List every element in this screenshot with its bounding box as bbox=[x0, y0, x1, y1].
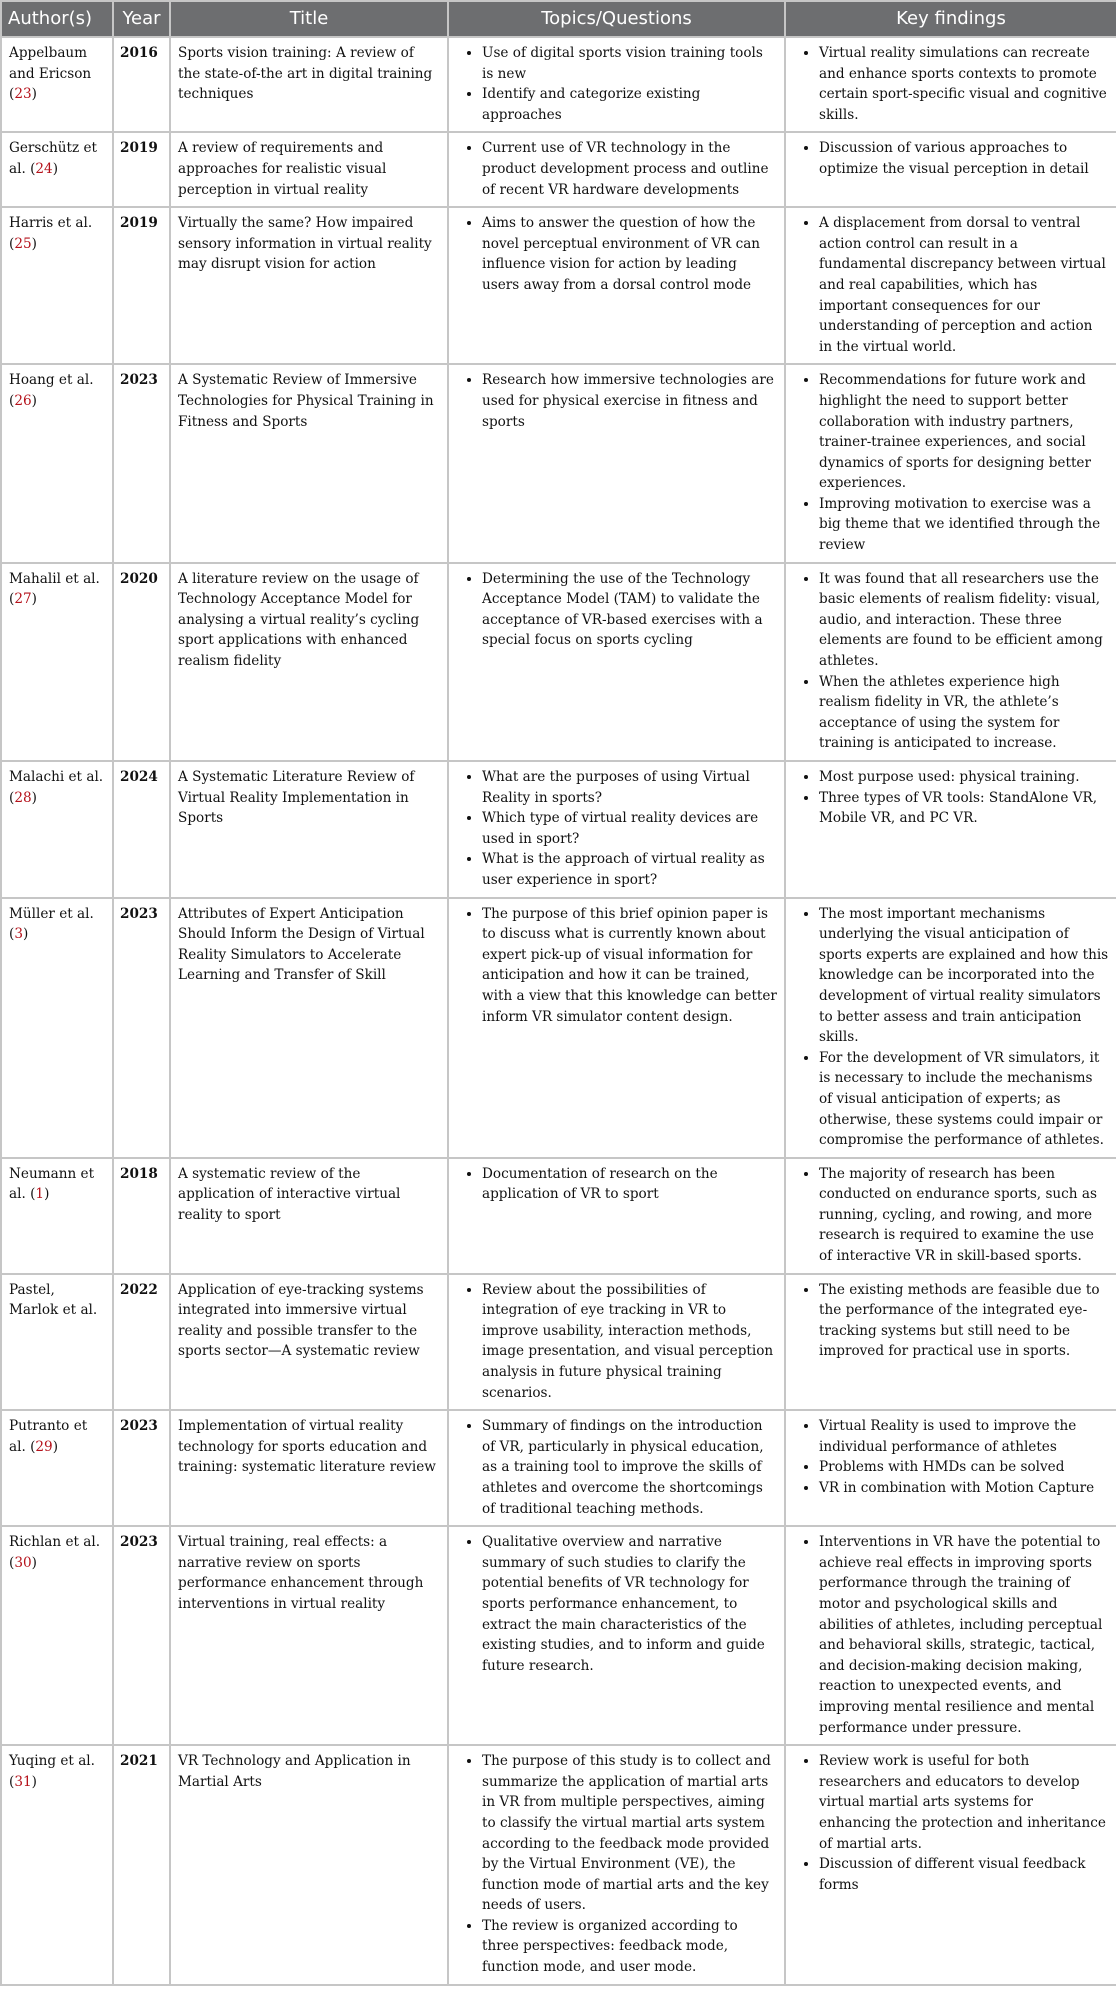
table-row bbox=[1, 132, 1116, 207]
finding-item: • The most important mechanisms underlying the visual anticipation of sports experts are explained and how this knowledge can be incorporated into the development of virtual reality simulators to better assess and train anticipation skills. bbox=[819, 904, 1109, 1048]
reference-link[interactable]: 24 bbox=[35, 160, 53, 177]
author-name: Appelbaum and Ericson bbox=[9, 45, 92, 82]
table-row bbox=[1, 207, 1116, 364]
topic-item: • Identify and categorize existing approaches bbox=[482, 84, 777, 125]
topic-item: • Which type of virtual reality devices are used in sport? bbox=[482, 808, 777, 849]
findings-cell bbox=[785, 1526, 1116, 1745]
topic-item: • The purpose of this brief opinion paper is to discuss what is currently known about expert pick-up of visual information for anticipation and how it can be trained, with a view that this knowledge can better inform VR simulator content design. bbox=[482, 904, 777, 1028]
findings-list bbox=[793, 1751, 1109, 1895]
topics-cell bbox=[448, 898, 785, 1158]
author-cell: Harris et al. (25) bbox=[1, 207, 113, 364]
topics-cell bbox=[448, 1410, 785, 1526]
year-cell: 2023 bbox=[113, 1410, 170, 1526]
year-cell: 2023 bbox=[113, 1526, 170, 1745]
title-cell: Application of eye-tracking systems integrated into immersive virtual reality and possible transfer to the sports sector—A systematic review bbox=[170, 1274, 448, 1411]
topics-list bbox=[456, 1751, 777, 1978]
title-cell: A systematic review of the application of interactive virtual reality to sport bbox=[170, 1158, 448, 1274]
author-name: Richlan et al. bbox=[9, 1534, 101, 1551]
topics-list bbox=[456, 1164, 777, 1205]
author-name: Hoang et al. bbox=[9, 372, 94, 389]
reference-link[interactable]: 25 bbox=[14, 235, 32, 252]
topics-list bbox=[456, 569, 777, 651]
topics-cell bbox=[448, 1158, 785, 1274]
reference-link[interactable]: 26 bbox=[14, 392, 32, 409]
findings-cell bbox=[785, 132, 1116, 207]
topics-cell bbox=[448, 207, 785, 364]
topic-item: • Research how immersive technologies are used for physical exercise in fitness and sports bbox=[482, 370, 777, 432]
topics-cell bbox=[448, 37, 785, 132]
finding-item: • Most purpose used: physical training. bbox=[819, 767, 1109, 788]
author-cell: Appelbaum and Ericson (23) bbox=[1, 37, 113, 132]
topics-list bbox=[456, 1416, 777, 1519]
findings-list bbox=[793, 1280, 1109, 1362]
table-row bbox=[1, 1745, 1116, 1985]
findings-cell bbox=[785, 898, 1116, 1158]
finding-item: • Discussion of different visual feedback forms bbox=[819, 1854, 1109, 1895]
topics-list bbox=[456, 904, 777, 1028]
author-cell: Mahalil et al. (27) bbox=[1, 563, 113, 761]
findings-list bbox=[793, 43, 1109, 125]
topics-cell bbox=[448, 364, 785, 562]
reference-link[interactable]: 3 bbox=[14, 926, 23, 943]
findings-list bbox=[793, 1164, 1109, 1267]
author-cell: Malachi et al. (28) bbox=[1, 761, 113, 898]
title-cell: Sports vision training: A review of the state-of-the art in digital training techniques bbox=[170, 37, 448, 132]
title-cell: Virtual training, real effects: a narrative review on sports performance enhancement through interventions in virtual reality bbox=[170, 1526, 448, 1745]
table-row bbox=[1, 898, 1116, 1158]
finding-item: • Interventions in VR have the potential to achieve real effects in improving sports performance through the training of motor and psychological skills and abilities of athletes, including perceptual and behavioral skills, strategic, tactical, and decision-making decision making, reaction to unexpected events, and improving mental resilience and mental performance under pressure. bbox=[819, 1532, 1109, 1738]
author-cell: Hoang et al. (26) bbox=[1, 364, 113, 562]
topics-list bbox=[456, 213, 777, 295]
finding-item: • The existing methods are feasible due to the performance of the integrated eye-tracking systems but still need to be improved for practical use in sports. bbox=[819, 1280, 1109, 1362]
author-name: Mahalil et al. bbox=[9, 570, 100, 587]
findings-list bbox=[793, 138, 1109, 179]
topics-list bbox=[456, 43, 777, 125]
year-cell: 2021 bbox=[113, 1745, 170, 1985]
topics-cell bbox=[448, 563, 785, 761]
table-row bbox=[1, 563, 1116, 761]
reference-link[interactable]: 1 bbox=[35, 1186, 45, 1203]
finding-item: • Improving motivation to exercise was a big theme that we identified through the review bbox=[819, 494, 1109, 556]
year-cell: 2023 bbox=[113, 364, 170, 562]
year-cell: 2024 bbox=[113, 761, 170, 898]
title-cell: A Systematic Review of Immersive Technologies for Physical Training in Fitness and Sports bbox=[170, 364, 448, 562]
title-cell: A literature review on the usage of Technology Acceptance Model for analysing a virtual reality’s cycling sport applications with enhanced realism fidelity bbox=[170, 563, 448, 761]
reference-link[interactable]: 23 bbox=[14, 86, 32, 103]
findings-list bbox=[793, 1532, 1109, 1738]
header-year: Year bbox=[113, 1, 170, 37]
header-findings: Key findings bbox=[785, 1, 1116, 37]
findings-list bbox=[793, 370, 1109, 555]
table-body bbox=[1, 37, 1116, 1985]
topic-item: • Current use of VR technology in the product development process and outline of recent VR hardware developments bbox=[482, 138, 777, 200]
topics-list bbox=[456, 767, 777, 891]
author-name: Putranto et al. bbox=[9, 1418, 88, 1455]
findings-cell bbox=[785, 1158, 1116, 1274]
findings-cell bbox=[785, 1274, 1116, 1411]
topic-item: • Review about the possibilities of integration of eye tracking in VR to improve usability, interaction methods, image presentation, and visual perception analysis in future physical training scenarios. bbox=[482, 1280, 777, 1404]
finding-item: • Discussion of various approaches to optimize the visual perception in detail bbox=[819, 138, 1109, 179]
findings-cell bbox=[785, 37, 1116, 132]
findings-cell bbox=[785, 761, 1116, 898]
finding-item: • VR in combination with Motion Capture bbox=[819, 1478, 1109, 1499]
findings-list bbox=[793, 569, 1109, 754]
author-name: Neumann et al. bbox=[9, 1165, 95, 1203]
topics-list bbox=[456, 138, 777, 200]
year-cell: 2018 bbox=[113, 1158, 170, 1274]
topic-item: • Documentation of research on the application of VR to sport bbox=[482, 1164, 777, 1205]
author-name: Yuqing et al. bbox=[9, 1753, 95, 1770]
findings-list bbox=[793, 767, 1109, 829]
year-cell: 2019 bbox=[113, 207, 170, 364]
year-cell: 2016 bbox=[113, 37, 170, 132]
finding-item: • Virtual reality simulations can recreate and enhance sports contexts to promote certain sport-specific visual and cognitive skills. bbox=[819, 43, 1109, 125]
year-cell: 2019 bbox=[113, 132, 170, 207]
table-row bbox=[1, 1158, 1116, 1274]
reference-link[interactable]: 27 bbox=[14, 591, 32, 608]
title-cell: A review of requirements and approaches for realistic visual perception in virtual reality bbox=[170, 132, 448, 207]
reference-link[interactable]: 29 bbox=[35, 1438, 53, 1455]
title-cell: VR Technology and Application in Martial Arts bbox=[170, 1745, 448, 1985]
topics-cell bbox=[448, 761, 785, 898]
header-author: Author(s) bbox=[1, 1, 113, 37]
topics-cell bbox=[448, 132, 785, 207]
author-cell: Yuqing et al. (31) bbox=[1, 1745, 113, 1985]
finding-item: • Problems with HMDs can be solved bbox=[819, 1457, 1109, 1478]
findings-cell bbox=[785, 207, 1116, 364]
topics-cell bbox=[448, 1745, 785, 1985]
finding-item: • When the athletes experience high realism fidelity in VR, the athlete’s acceptance of using the system for training is anticipated to increase. bbox=[819, 672, 1109, 754]
topic-item: • The review is organized according to three perspectives: feedback mode, function mode, and user mode. bbox=[482, 1916, 777, 1978]
finding-item: • Review work is useful for both researchers and educators to develop virtual martial arts systems for enhancing the protection and inheritance of martial arts. bbox=[819, 1751, 1109, 1854]
topics-list bbox=[456, 370, 777, 432]
finding-item: • Three types of VR tools: StandAlone VR, Mobile VR, and PC VR. bbox=[819, 788, 1109, 829]
author-name: Harris et al. bbox=[9, 215, 93, 232]
finding-item: • A displacement from dorsal to ventral action control can result in a fundamental discrepancy between virtual and real capabilities, which has important consequences for our understanding of perception and action in the virtual world. bbox=[819, 213, 1109, 357]
year-cell: 2020 bbox=[113, 563, 170, 761]
topic-item: • What is the approach of virtual reality as user experience in sport? bbox=[482, 849, 777, 890]
findings-cell bbox=[785, 364, 1116, 562]
table-row bbox=[1, 761, 1116, 898]
topic-item: • Summary of findings on the introduction of VR, particularly in physical education, as a training tool to improve the skills of athletes and overcome the shortcomings of traditional teaching methods. bbox=[482, 1416, 777, 1519]
topic-item: • The purpose of this study is to collect and summarize the application of martial arts in VR from multiple perspectives, aiming to classify the virtual martial arts system according to the feedback mode provided by the Virtual Environment (VE), the function mode of martial arts and the key needs of users. bbox=[482, 1751, 777, 1916]
topic-item: • Determining the use of the Technology Acceptance Model (TAM) to validate the acceptance of VR-based exercises with a special focus on sports cycling bbox=[482, 569, 777, 651]
reference-link[interactable]: 28 bbox=[14, 789, 32, 806]
topics-list bbox=[456, 1280, 777, 1404]
finding-item: • For the development of VR simulators, it is necessary to include the mechanisms of visual anticipation of experts; as otherwise, these systems could impair or compromise the performance of athletes. bbox=[819, 1048, 1109, 1151]
table-row bbox=[1, 37, 1116, 132]
table-row bbox=[1, 1526, 1116, 1745]
topics-cell bbox=[448, 1526, 785, 1745]
title-cell: Implementation of virtual reality technology for sports education and training: systematic literature review bbox=[170, 1410, 448, 1526]
finding-item: • Virtual Reality is used to improve the individual performance of athletes bbox=[819, 1416, 1109, 1457]
findings-cell bbox=[785, 1745, 1116, 1985]
title-cell: A Systematic Literature Review of Virtual Reality Implementation in Sports bbox=[170, 761, 448, 898]
findings-list bbox=[793, 904, 1109, 1151]
author-cell: Neumann et al. (1) bbox=[1, 1158, 113, 1274]
author-name: Gerschütz et al. bbox=[9, 140, 97, 177]
author-cell: Müller et al. (3) bbox=[1, 898, 113, 1158]
author-name: Müller et al. bbox=[9, 905, 94, 922]
reference-link[interactable]: 31 bbox=[14, 1773, 32, 1790]
topics-cell bbox=[448, 1274, 785, 1411]
year-cell: 2023 bbox=[113, 898, 170, 1158]
topic-item: • Aims to answer the question of how the novel perceptual environment of VR can influence vision for action by leading users away from a dorsal control mode bbox=[482, 213, 777, 295]
author-cell: Putranto et al. (29) bbox=[1, 1410, 113, 1526]
findings-list bbox=[793, 1416, 1109, 1498]
table-row bbox=[1, 1410, 1116, 1526]
author-cell: Gerschütz et al. (24) bbox=[1, 132, 113, 207]
topic-item: • Use of digital sports vision training tools is new bbox=[482, 43, 777, 84]
finding-item: • The majority of research has been conducted on endurance sports, such as running, cycling, and rowing, and more research is required to examine the use of interactive VR in skill-based sports. bbox=[819, 1164, 1109, 1267]
findings-list bbox=[793, 213, 1109, 357]
table-row bbox=[1, 1274, 1116, 1411]
table-header bbox=[1, 1, 1116, 37]
findings-cell bbox=[785, 563, 1116, 761]
author-name: Pastel, Marlok et al. bbox=[9, 1281, 98, 1319]
table-row bbox=[1, 364, 1116, 562]
title-cell: Attributes of Expert Anticipation Should Inform the Design of Virtual Reality Simulators to Accelerate Learning and Transfer of Skill bbox=[170, 898, 448, 1158]
topics-list bbox=[456, 1532, 777, 1676]
author-cell bbox=[1, 1274, 113, 1411]
header-title: Title bbox=[170, 1, 448, 37]
header-topics: Topics/Questions bbox=[448, 1, 785, 37]
finding-item: • Recommendations for future work and highlight the need to support better collaboration with industry partners, trainer-trainee experiences, and social dynamics of sports for designing better experiences. bbox=[819, 370, 1109, 494]
findings-cell bbox=[785, 1410, 1116, 1526]
finding-item: • It was found that all researchers use the basic elements of realism fidelity: visual, audio, and interaction. These three elements are found to be efficient among athletes. bbox=[819, 569, 1109, 672]
title-cell: Virtually the same? How impaired sensory information in virtual reality may disrupt vision for action bbox=[170, 207, 448, 364]
topic-item: • Qualitative overview and narrative summary of such studies to clarify the potential benefits of VR technology for sports performance enhancement, to extract the main characteristics of the existing studies, and to inform and guide future research. bbox=[482, 1532, 777, 1676]
topic-item: • What are the purposes of using Virtual Reality in sports? bbox=[482, 767, 777, 808]
author-cell: Richlan et al. (30) bbox=[1, 1526, 113, 1745]
reference-link[interactable]: 30 bbox=[14, 1554, 32, 1571]
author-name: Malachi et al. bbox=[9, 769, 104, 785]
year-cell: 2022 bbox=[113, 1274, 170, 1411]
